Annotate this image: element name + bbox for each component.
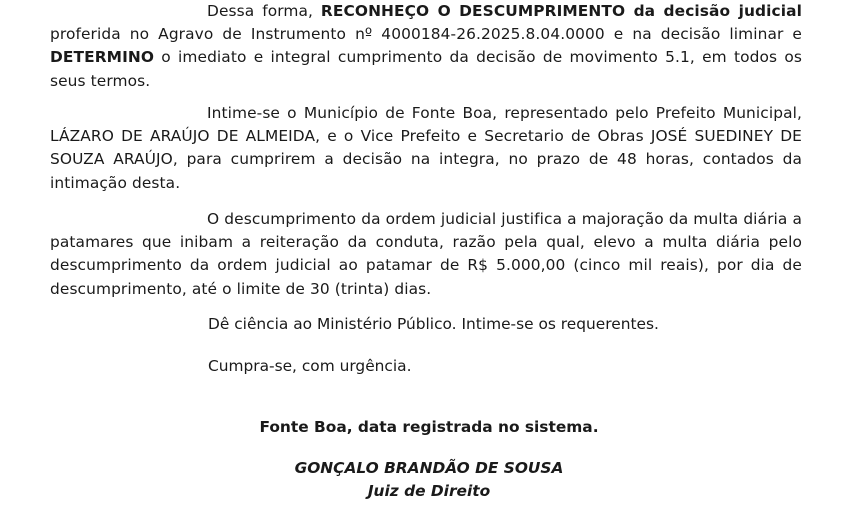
decision-terms: o imediato e integral cumprimento da decisão de movimento 5.1, em todos os seus termos. <box>50 48 802 90</box>
paragraph-fine: O descumprimento da ordem judicial justifica a majoração da multa diária a patamares que inibam a reiteração da conduta, razão pela qual, elevo a multa diária pelo descumprimento da ordem judicial ao patamar de R$ 5.000,00 (cinco mil reais), por dia de descumprimento, até o limite de 30 (trinta) dias. <box>50 210 802 298</box>
judge-role: Juiz de Direito <box>367 482 491 500</box>
decision-determination: DETERMINO <box>50 48 155 67</box>
decision-reference: proferida no Agravo de Instrumento nº 4000184-26.2025.8.04.0000 e na decisão liminar e <box>50 25 802 44</box>
judge-name: GONÇALO BRANDÃO DE SOUSA <box>294 459 564 477</box>
paragraph-decision <box>50 0 802 93</box>
paragraph-urgency: Cumpra-se, com urgência. <box>208 357 412 375</box>
decision-recognition: RECONHEÇO O DESCUMPRIMENTO da decisão judicial <box>320 2 802 20</box>
place-date: Fonte Boa, data registrada no sistema. <box>259 418 599 436</box>
paragraph-notice: Dê ciência ao Ministério Público. Intime-se os requerentes. <box>208 315 659 333</box>
decision-intro: Dessa forma, <box>207 2 321 20</box>
paragraph-summons: Intime-se o Município de Fonte Boa, representado pelo Prefeito Municipal, LÁZARO DE ARAÚJO DE ALMEIDA, e o Vice Prefeito e Secretario de Obras JOSÉ SUEDINEY DE SOUZA ARAÚJO, para cumprirem a decisão na integra, no prazo de 48 horas, contados da intimação desta. <box>50 104 802 192</box>
